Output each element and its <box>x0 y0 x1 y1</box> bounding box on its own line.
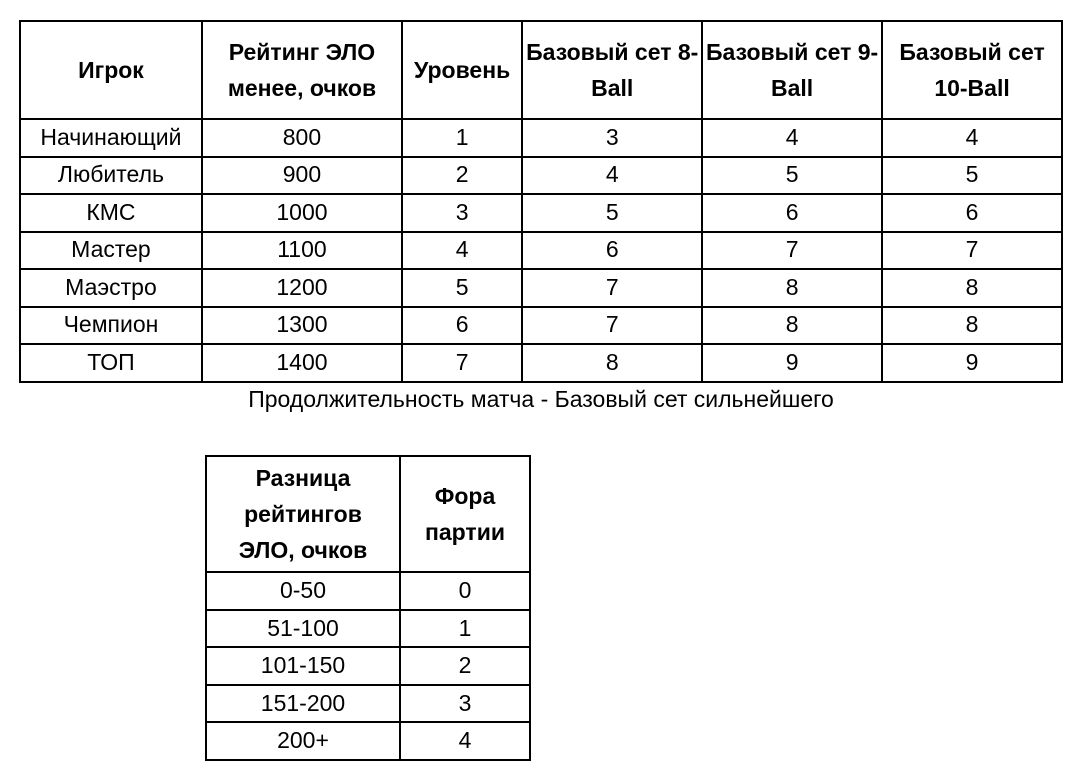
cell-10ball-set: 8 <box>882 307 1062 345</box>
match-duration-caption: Продолжительность матча - Базовый сет сильнейшего <box>248 386 834 412</box>
header-rating-difference: Разница рейтингов ЭЛО, очков <box>206 456 400 572</box>
cell-rating-difference: 51-100 <box>206 610 400 648</box>
table-row <box>206 685 530 723</box>
cell-handicap-frames: 3 <box>400 685 530 723</box>
header-elo-rating: Рейтинг ЭЛО менее, очков <box>202 21 402 119</box>
header-level: Уровень <box>402 21 522 119</box>
header-10ball-set: Базовый сет 10-Ball <box>882 21 1062 119</box>
cell-8ball-set: 6 <box>522 232 702 270</box>
cell-level: 1 <box>402 119 522 157</box>
cell-level: 4 <box>402 232 522 270</box>
cell-8ball-set: 3 <box>522 119 702 157</box>
table-row <box>20 344 1062 382</box>
cell-9ball-set: 9 <box>702 344 882 382</box>
cell-8ball-set: 4 <box>522 157 702 195</box>
cell-handicap-frames: 0 <box>400 572 530 610</box>
cell-level: 6 <box>402 307 522 345</box>
cell-player: КМС <box>20 194 202 232</box>
cell-elo-rating: 1200 <box>202 269 402 307</box>
handicap-table <box>205 455 531 761</box>
cell-elo-rating: 900 <box>202 157 402 195</box>
cell-handicap-frames: 1 <box>400 610 530 648</box>
cell-elo-rating: 1000 <box>202 194 402 232</box>
cell-player: Маэстро <box>20 269 202 307</box>
table-row <box>20 269 1062 307</box>
cell-elo-rating: 1400 <box>202 344 402 382</box>
cell-player: Любитель <box>20 157 202 195</box>
handicap-table-header-row <box>206 456 530 572</box>
cell-9ball-set: 6 <box>702 194 882 232</box>
cell-9ball-set: 5 <box>702 157 882 195</box>
header-handicap-frames: Фора партии <box>400 456 530 572</box>
cell-player: Начинающий <box>20 119 202 157</box>
cell-10ball-set: 9 <box>882 344 1062 382</box>
cell-9ball-set: 8 <box>702 269 882 307</box>
table-row <box>20 119 1062 157</box>
cell-10ball-set: 7 <box>882 232 1062 270</box>
rating-table <box>19 20 1063 383</box>
cell-elo-rating: 1100 <box>202 232 402 270</box>
cell-9ball-set: 7 <box>702 232 882 270</box>
cell-8ball-set: 7 <box>522 307 702 345</box>
cell-level: 7 <box>402 344 522 382</box>
table-row <box>206 610 530 648</box>
table-row <box>20 307 1062 345</box>
cell-rating-difference: 151-200 <box>206 685 400 723</box>
header-player: Игрок <box>20 21 202 119</box>
table-row <box>20 194 1062 232</box>
cell-9ball-set: 4 <box>702 119 882 157</box>
cell-8ball-set: 7 <box>522 269 702 307</box>
cell-rating-difference: 0-50 <box>206 572 400 610</box>
cell-10ball-set: 5 <box>882 157 1062 195</box>
cell-player: ТОП <box>20 344 202 382</box>
cell-player: Мастер <box>20 232 202 270</box>
cell-rating-difference: 101-150 <box>206 647 400 685</box>
cell-handicap-frames: 4 <box>400 722 530 760</box>
cell-handicap-frames: 2 <box>400 647 530 685</box>
cell-10ball-set: 6 <box>882 194 1062 232</box>
rating-table-header-row <box>20 21 1062 119</box>
table-row <box>20 157 1062 195</box>
table-row <box>206 722 530 760</box>
cell-elo-rating: 800 <box>202 119 402 157</box>
table-row <box>20 232 1062 270</box>
cell-rating-difference: 200+ <box>206 722 400 760</box>
cell-level: 5 <box>402 269 522 307</box>
header-8ball-set: Базовый сет 8-Ball <box>522 21 702 119</box>
cell-8ball-set: 8 <box>522 344 702 382</box>
cell-10ball-set: 8 <box>882 269 1062 307</box>
cell-level: 2 <box>402 157 522 195</box>
cell-9ball-set: 8 <box>702 307 882 345</box>
cell-elo-rating: 1300 <box>202 307 402 345</box>
table-row <box>206 647 530 685</box>
cell-player: Чемпион <box>20 307 202 345</box>
table-row <box>206 572 530 610</box>
header-9ball-set: Базовый сет 9-Ball <box>702 21 882 119</box>
cell-8ball-set: 5 <box>522 194 702 232</box>
cell-10ball-set: 4 <box>882 119 1062 157</box>
cell-level: 3 <box>402 194 522 232</box>
